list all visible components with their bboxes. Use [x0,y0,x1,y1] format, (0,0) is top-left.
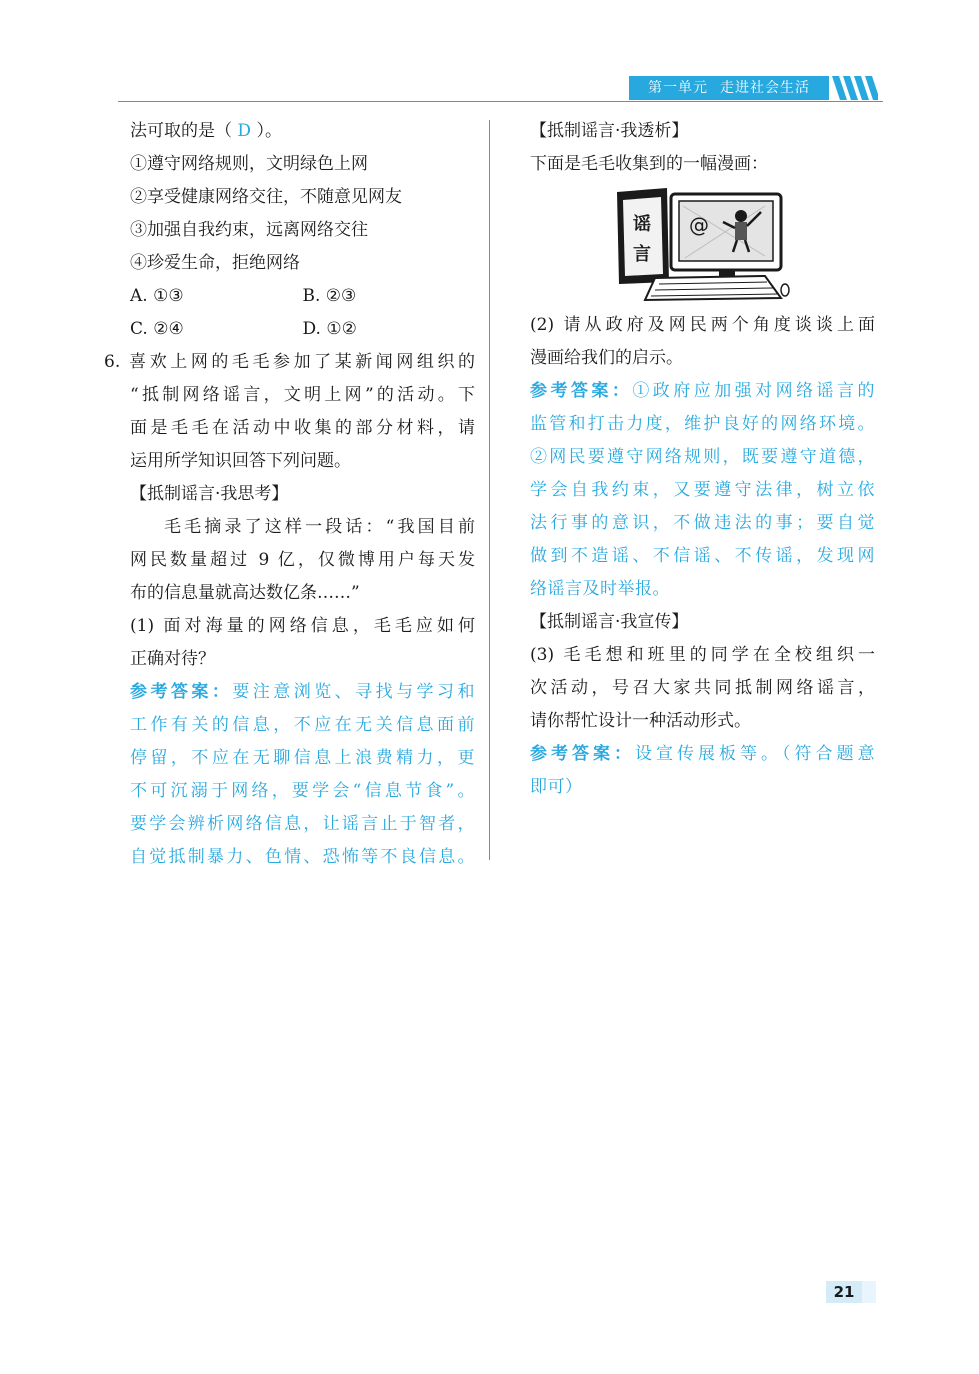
answer-1-line-3: 停留，不应在无聊信息上浪费精力，更 [130,748,475,768]
cartoon-char-1: 谣 [633,214,651,235]
sub-question-1-line-2: 正确对待？ [130,649,215,669]
unit-title: 走进社会生活 [720,80,810,96]
q6-line-3: 面是毛毛在活动中收集的部分材料，请 [130,418,475,438]
cartoon-figure [530,181,875,309]
right-column [530,115,875,804]
answer-1-line-6: 自觉抵制暴力、色情、恐怖等不良信息。 [130,847,475,867]
sub-question-2-line-1: (2) 请从政府及网民两个角度谈谈上面 [530,315,875,335]
option-d: D. ①② [302,319,357,339]
q5-tail [130,115,475,148]
q5-answer: D [237,121,252,141]
answer-1-line-2: 工作有关的信息，不应在无关信息面前 [130,715,475,735]
at-symbol: @ [689,213,709,237]
answer-3-text-1: 设宣传展板等。（符合题意 [635,744,875,764]
quote-line-3: 布的信息量就高达数亿条……” [130,583,360,603]
answer-2-line-6: 做到不造谣、不信谣、不传谣，发现网 [530,546,875,566]
page-number-tail [862,1281,876,1303]
quote-line-2: 网民数量超过 9 亿，仅微博用户每天发 [130,550,475,570]
statement-2: ②享受健康网络交往，不随意见网友 [130,187,402,207]
header-rule [118,101,883,102]
answer-2-line-5: 法行事的意识，不做违法的事；要自觉 [530,513,875,533]
rumor-cartoon-icon [615,186,790,304]
page-number: 21 [826,1281,862,1303]
answer-2-line-4: 学会自我约束，又要遵守法律，树立依 [530,480,875,500]
q6-line-4: 运用所学知识回答下列问题。 [130,451,351,471]
q5-tail-after: ）。 [251,121,282,141]
option-a: A. ①③ [130,286,184,306]
q6-line-2: “抵制网络谣言，文明上网”的活动。下 [130,385,475,405]
answer-2-text-1: ①政府应加强对网络谣言的 [632,381,875,401]
cartoon-intro: 下面是毛毛收集到的一幅漫画： [530,154,768,174]
answer-3-line-2: 即可） [530,777,583,797]
answer-label: 参考答案： [530,381,633,401]
option-b: B. ②③ [302,286,357,306]
answer-1-line-1 [130,676,475,709]
cartoon-char-2: 言 [633,244,651,265]
answer-1-line-5: 要学会辨析网络信息，让谣言止于智者， [130,814,475,834]
section-promote-title: 【抵制谣言·我宣传】 [530,612,689,632]
section-analyze-title: 【抵制谣言·我透析】 [530,121,689,141]
column-divider [489,120,490,860]
answer-label: 参考答案： [530,744,635,764]
sub-question-2-line-2: 漫画给我们的启示。 [530,348,683,368]
sub-question-3-line-1: (3) 毛毛想和班里的同学在全校组织一 [530,645,875,665]
header-stripes-icon [830,76,878,100]
section-think-title: 【抵制谣言·我思考】 [130,484,289,504]
answer-1-text-1: 要注意浏览、寻找与学习和 [232,682,475,702]
quote-line-1: 毛毛摘录了这样一段话：“我国目前 [164,517,475,537]
answer-2-line-1 [530,375,875,408]
statement-3: ③加强自我约束，远离网络交往 [130,220,368,240]
options-row-2 [130,313,475,346]
options-row-1 [130,280,475,313]
answer-2-line-2: 监管和打击力度，维护良好的网络环境。 [530,414,875,434]
left-column [104,115,475,874]
q5-tail-before: 法可取的是（ [130,121,238,141]
unit-label: 第一单元 [648,80,708,96]
answer-label: 参考答案： [130,682,233,702]
option-c: C. ②④ [130,319,184,339]
q6-line-1: 6. 喜欢上网的毛毛参加了某新闻网组织的 [104,352,475,372]
sub-question-3-line-3: 请你帮忙设计一种活动形式。 [530,711,751,731]
answer-2-line-7: 络谣言及时举报。 [530,579,670,599]
sub-question-3-line-2: 次活动，号召大家共同抵制网络谣言， [530,678,875,698]
statement-1: ①遵守网络规则，文明绿色上网 [130,154,368,174]
answer-1-line-4: 不可沉溺于网络，要学会“信息节食”。 [130,781,475,801]
answer-2-line-3: ②网民要遵守网络规则，既要遵守道德， [530,447,875,467]
statement-4: ④珍爱生命，拒绝网络 [130,253,300,273]
answer-3-line-1 [530,738,875,771]
sub-question-1-line-1: (1) 面对海量的网络信息，毛毛应如何 [130,616,475,636]
header-unit-tab [629,76,829,100]
